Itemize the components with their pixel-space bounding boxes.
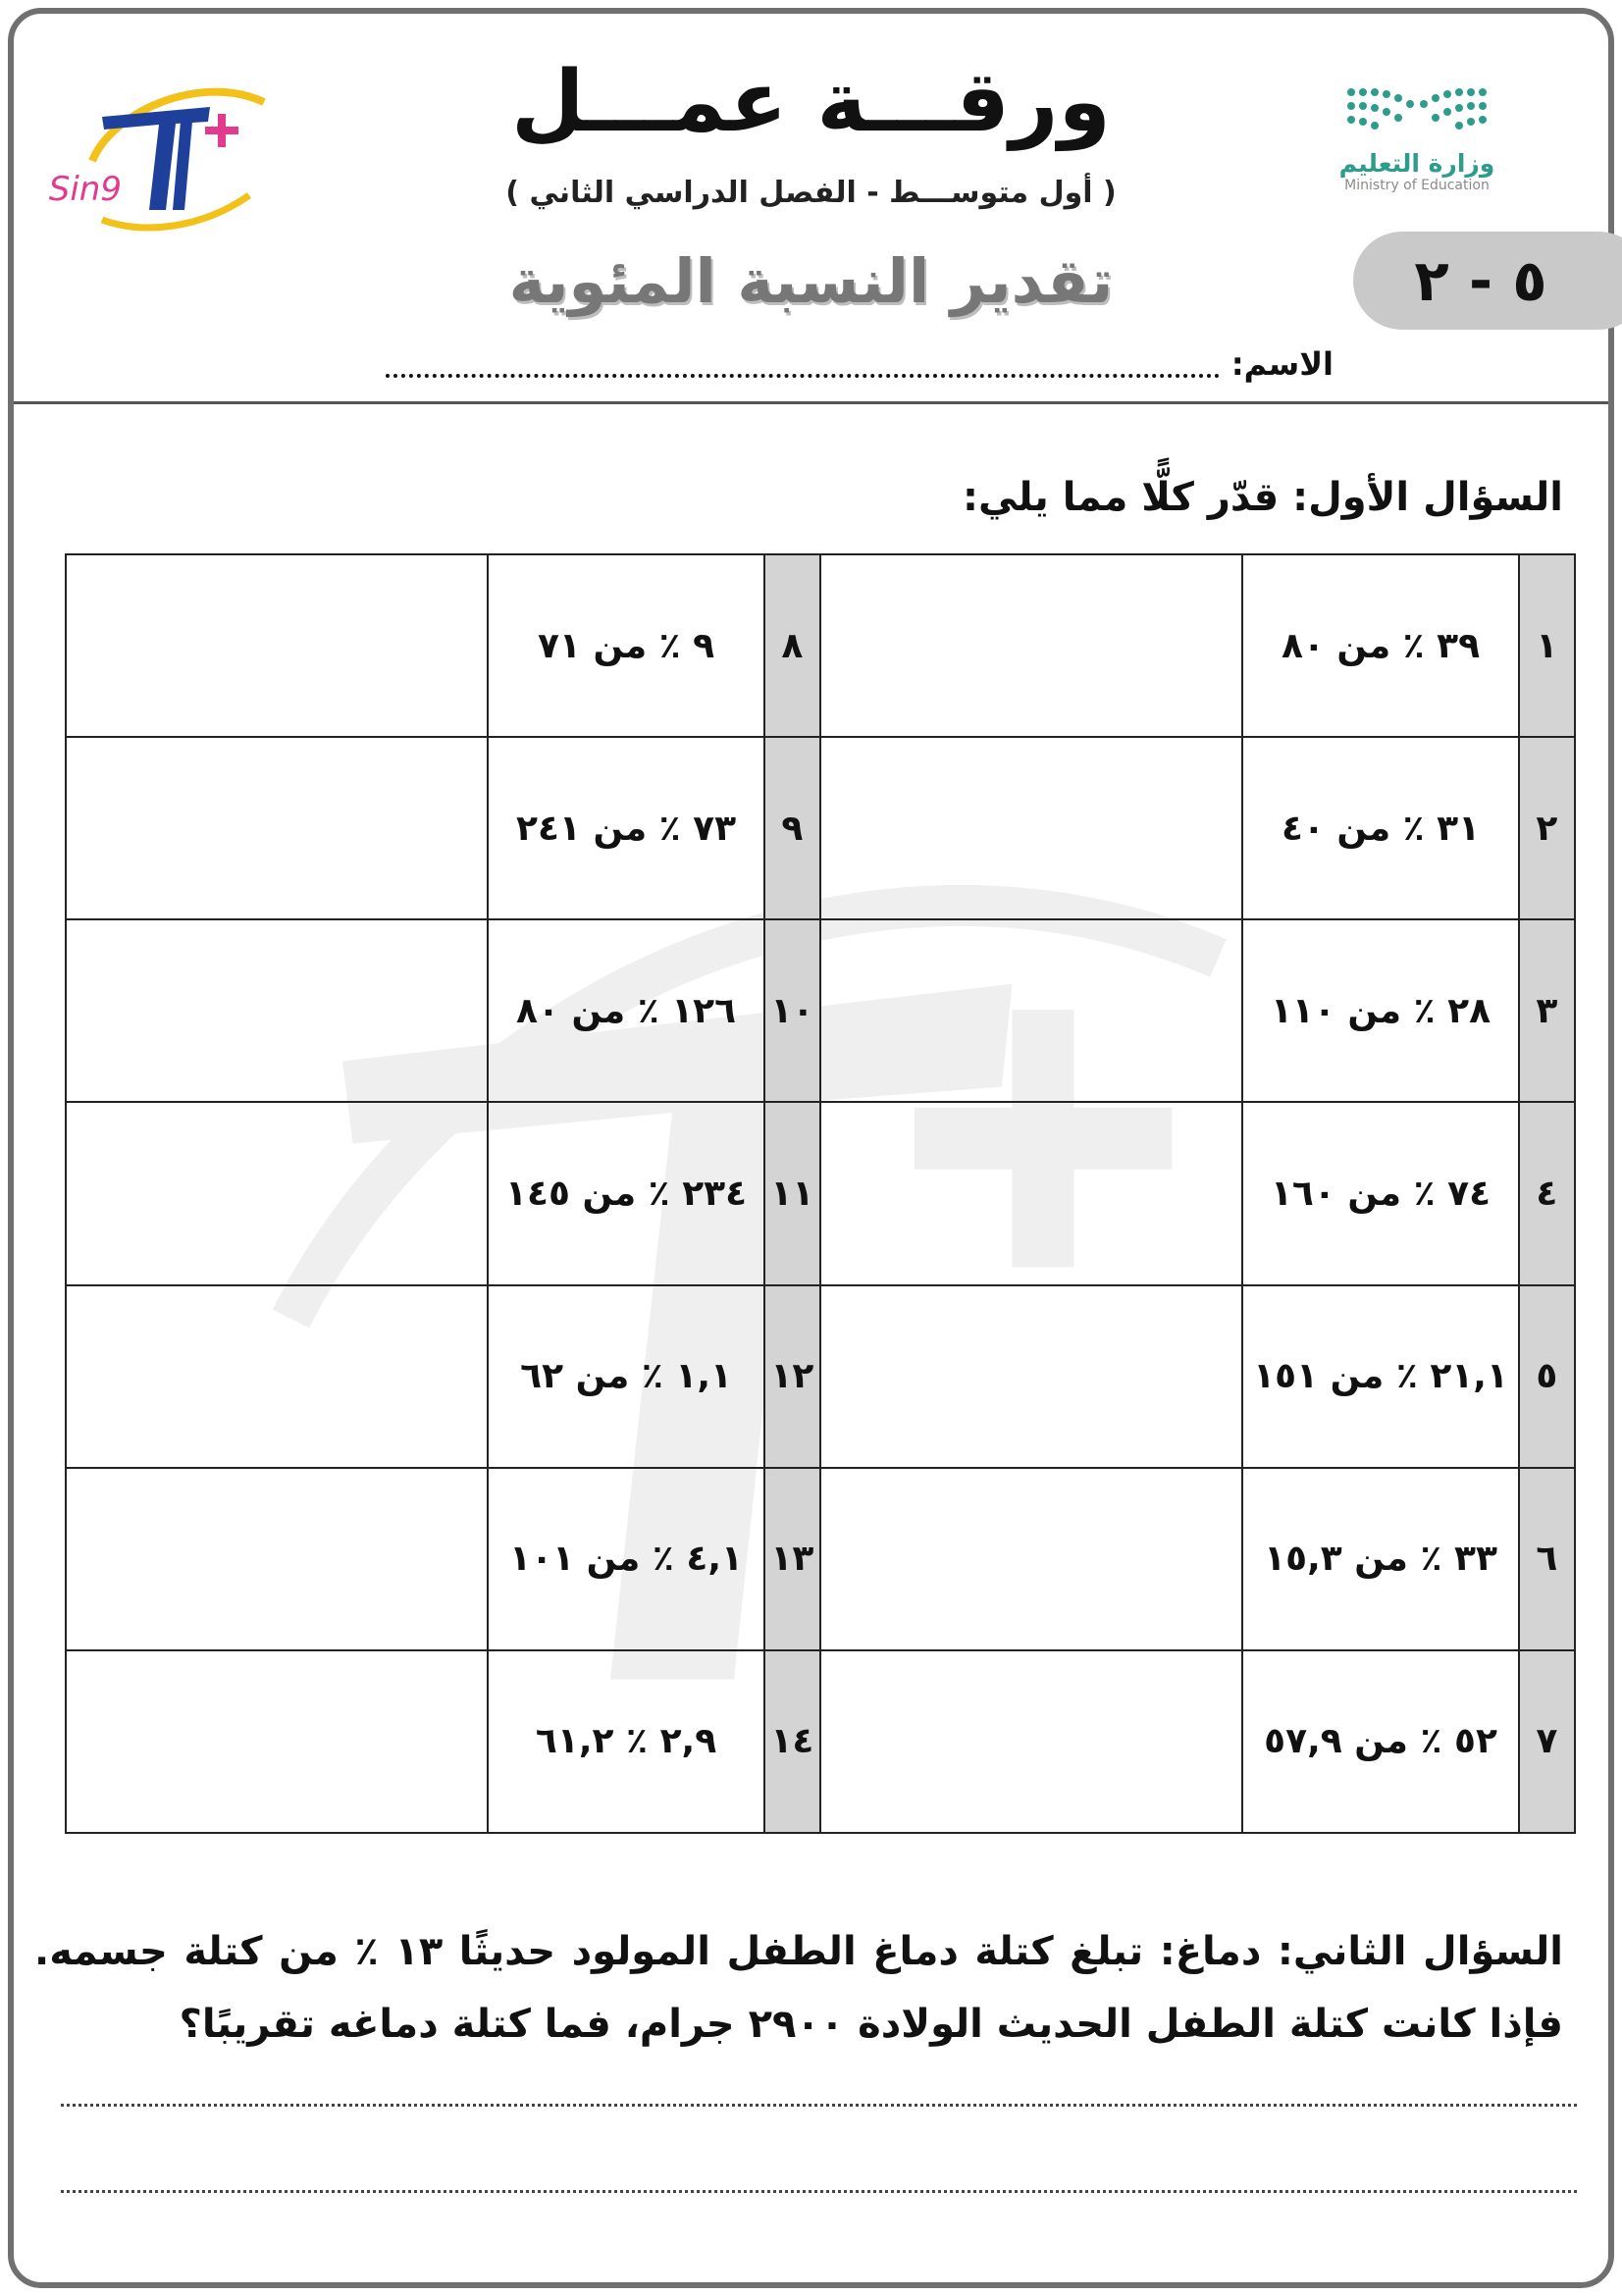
answer-cell[interactable]: [820, 1468, 1242, 1650]
problem-expression: ٧٣ ٪ من ٢٤١: [488, 737, 763, 919]
name-field[interactable]: [386, 345, 1334, 383]
problem-expression: ٥٢ ٪ من ٥٧,٩: [1242, 1650, 1518, 1833]
problem-number: ٣: [1519, 919, 1575, 1102]
problem-number: ١٤: [764, 1650, 820, 1833]
worksheet-title: ورقـــة عمـــل: [511, 53, 1111, 151]
problem-expression: ٢١,١ ٪ من ١٥١: [1242, 1285, 1518, 1468]
question2-body: تبلغ كتلة دماغ الطفل المولود حديثًا ١٣ ٪ من كتلة جسمه. فإذا كانت كتلة الطفل الحديث الولادة ٢٩٠٠ جرام، فما كتلة دماغه تقريبًا؟: [34, 1929, 1563, 2047]
answer-cell[interactable]: [820, 554, 1242, 737]
question2-label: السؤال الثاني:: [1277, 1929, 1563, 1974]
answer-cell[interactable]: [66, 737, 488, 919]
problem-expression: ٩ ٪ من ٧١: [488, 554, 763, 737]
problem-number: ٥: [1519, 1285, 1575, 1468]
problem-expression: ٢٣٤ ٪ من ١٤٥: [488, 1102, 763, 1284]
name-dotted-line[interactable]: [386, 354, 1220, 378]
problem-number: ١٣: [764, 1468, 820, 1650]
answer-cell[interactable]: [66, 1650, 488, 1833]
name-label: الاسم:: [1230, 345, 1334, 383]
problem-number: ١٢: [764, 1285, 820, 1468]
problem-expression: ٣١ ٪ من ٤٠: [1242, 737, 1518, 919]
ministry-name-en: Ministry of Education: [1344, 178, 1490, 193]
svg-text:Sin9: Sin9: [48, 170, 122, 209]
answer-cell[interactable]: [820, 1650, 1242, 1833]
question2-text: [34, 1915, 1563, 2061]
worksheet-subtitle: ( أول متوســـط - الفصل الدراسي الثاني ): [505, 176, 1117, 210]
answer-cell[interactable]: [820, 737, 1242, 919]
answer-cell[interactable]: [66, 1102, 488, 1284]
problem-number: ١٠: [764, 919, 820, 1102]
answer-cell[interactable]: [820, 1285, 1242, 1468]
answer-cell[interactable]: [66, 1285, 488, 1468]
ministry-dots-icon: [1343, 82, 1491, 141]
problem-number: ٩: [764, 737, 820, 919]
problem-expression: ٣٣ ٪ من ١٥,٣: [1242, 1468, 1518, 1650]
question2-keyword: دماغ:: [1159, 1929, 1262, 1974]
problem-expression: ٤,١ ٪ من ١٠١: [488, 1468, 763, 1650]
problem-number: ٧: [1519, 1650, 1575, 1833]
table-row: [66, 919, 1575, 1102]
table-row: [66, 737, 1575, 919]
answer-cell[interactable]: [66, 1468, 488, 1650]
answer-cell[interactable]: [820, 1102, 1242, 1284]
ministry-name-ar: وزارة التعليم: [1338, 149, 1495, 178]
table-row: [66, 554, 1575, 737]
problem-expression: ٢٨ ٪ من ١١٠: [1242, 919, 1518, 1102]
problem-number: ١١: [764, 1102, 820, 1284]
problem-expression: ٣٩ ٪ من ٨٠: [1242, 554, 1518, 737]
table-row: [66, 1468, 1575, 1650]
question1-heading: السؤال الأول: قدّر كلًّا مما يلي:: [963, 475, 1563, 520]
question1-table: [65, 553, 1576, 1834]
answer-cell[interactable]: [66, 554, 488, 737]
problem-number: ٦: [1519, 1468, 1575, 1650]
problem-number: ١: [1519, 554, 1575, 737]
table-row: [66, 1102, 1575, 1284]
worksheet-frame: [8, 8, 1614, 2288]
ministry-logo: [1304, 82, 1530, 210]
answer-line-1[interactable]: [61, 2104, 1577, 2107]
problem-number: ٨: [764, 554, 820, 737]
worksheet-header: [14, 14, 1608, 404]
lesson-title: تقدير النسبة المئوية: [508, 245, 1114, 317]
answer-cell[interactable]: [66, 919, 488, 1102]
problem-expression: ٧٤ ٪ من ١٦٠: [1242, 1102, 1518, 1284]
answer-line-2[interactable]: [61, 2190, 1577, 2193]
problem-expression: ١,١ ٪ من ٦٢: [488, 1285, 763, 1468]
problem-number: ٢: [1519, 737, 1575, 919]
table-row: [66, 1285, 1575, 1468]
problem-expression: ١٢٦ ٪ من ٨٠: [488, 919, 763, 1102]
lesson-number-badge: ٥ - ٢: [1353, 232, 1622, 330]
answer-cell[interactable]: [820, 919, 1242, 1102]
problem-number: ٤: [1519, 1102, 1575, 1284]
problem-expression: ٢,٩ ٪ ٦١,٢: [488, 1650, 763, 1833]
table-row: [66, 1650, 1575, 1833]
